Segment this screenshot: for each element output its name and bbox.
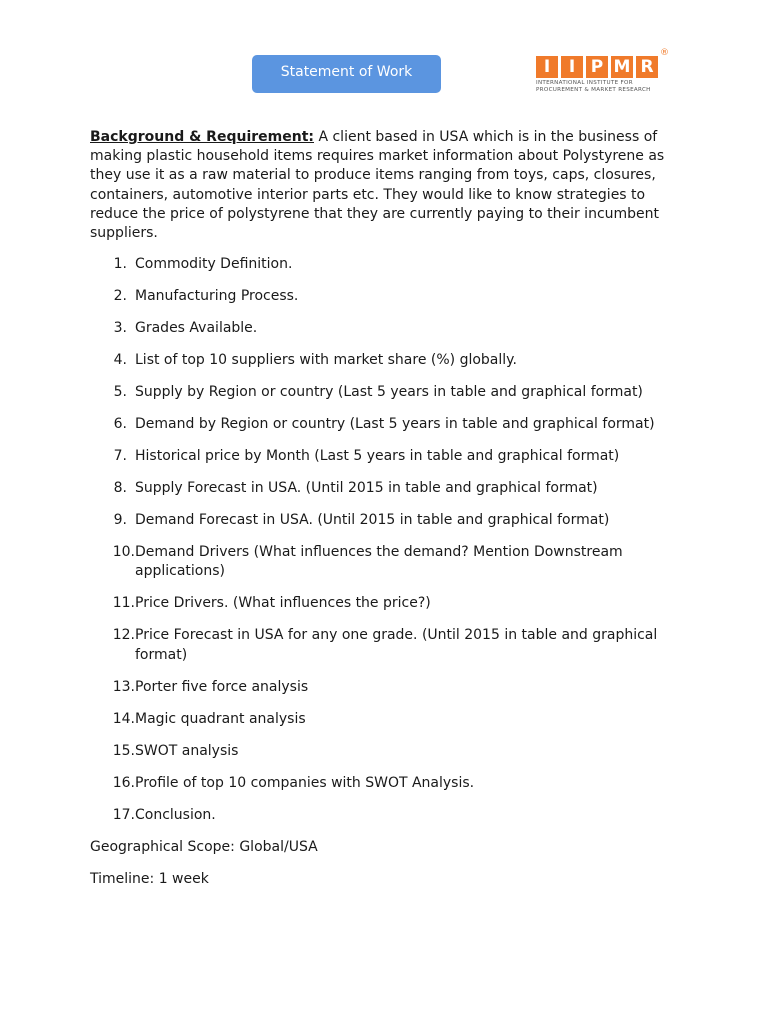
logo-letter: I [536,56,558,78]
logo-letters [536,56,658,78]
list-item [90,710,670,729]
list-item-text: Magic quadrant analysis [135,710,306,727]
document-title: Statement of Work [280,64,413,80]
list-item-number: 13. [112,678,135,695]
list-item-text: Conclusion. [135,806,216,823]
list-item [90,319,670,338]
list-item [90,511,670,530]
list-item-number: 8. [113,480,127,497]
list-item-text: Profile of top 10 companies with SWOT Analysis. [135,774,475,791]
list-item [90,415,670,434]
list-item [90,255,670,274]
list-item [90,678,670,697]
registered-mark: ® [660,48,669,58]
logo-letter: M [611,56,633,78]
list-item-number: 11. [112,595,135,612]
list-item-text: Commodity Definition. [135,256,293,273]
list-item-text: Supply Forecast in USA. (Until 2015 in table and graphical format) [135,480,598,497]
requirements-list [90,255,670,825]
list-item [90,383,670,402]
list-item-text: Demand by Region or country (Last 5 years in table and graphical format) [135,416,655,433]
logo-letter: I [561,56,583,78]
list-item-number: 14. [112,710,135,727]
list-item [90,806,670,825]
list-item [90,447,670,466]
list-item-text: Supply by Region or country (Last 5 years in table and graphical format) [135,384,643,401]
list-item-text: Demand Forecast in USA. (Until 2015 in table and graphical format) [135,512,610,529]
list-item-number: 4. [113,352,127,369]
list-item-text: Grades Available. [135,320,258,337]
background-text: A client based in USA which is in the business of making plastic household items requires market information about Polystyrene as they use it as a raw material to produce items ranging from toys, caps, closures, containers, automotive interior parts etc. They would like to know strategies to reduce the price of polystyrene that they are currently paying to their incumbent suppliers. [90,129,665,242]
list-item [90,479,670,498]
list-item-text: Price Drivers. (What influences the price?) [135,595,431,612]
list-item [90,594,670,613]
list-item [90,351,670,370]
logo-subtitle-line: INTERNATIONAL INSTITUTE FOR [536,80,633,86]
list-item-text: Price Forecast in USA for any one grade. (Until 2015 in table and graphical format) [135,627,658,663]
list-item-text: Porter five force analysis [135,678,309,695]
list-item-number: 16. [112,774,135,791]
list-item-text: Historical price by Month (Last 5 years in table and graphical format) [135,448,620,465]
list-item-number: 9. [113,512,127,529]
list-item-text: List of top 10 suppliers with market share (%) globally. [135,352,517,369]
logo-subtitle [536,80,668,94]
list-item [90,543,670,581]
document-title-badge [252,55,441,93]
iipmr-logo [536,48,668,98]
background-heading: Background & Requirement: [90,129,314,145]
list-item-number: 10. [112,544,135,561]
list-item-number: 7. [113,448,127,465]
logo-letter: R [636,56,658,78]
list-item-number: 5. [113,384,127,401]
list-item-number: 1. [113,256,127,273]
list-item-text: Demand Drivers (What influences the demand? Mention Downstream applications) [135,544,623,580]
timeline: Timeline: 1 week [90,870,209,887]
list-item [90,774,670,793]
list-item-number: 15. [112,742,135,759]
document-body [90,128,670,902]
logo-letter: P [586,56,608,78]
list-item [90,742,670,761]
list-item-text: SWOT analysis [135,742,239,759]
list-item-text: Manufacturing Process. [135,288,299,305]
list-item [90,287,670,306]
list-item [90,626,670,664]
geographical-scope: Geographical Scope: Global/USA [90,838,318,855]
list-item-number: 3. [113,320,127,337]
logo-subtitle-line: PROCUREMENT & MARKET RESEARCH [536,87,651,93]
list-item-number: 6. [113,416,127,433]
list-item-number: 2. [113,288,127,305]
list-item-number: 12. [112,627,135,644]
list-item-number: 17. [112,806,135,823]
background-paragraph [90,128,670,243]
